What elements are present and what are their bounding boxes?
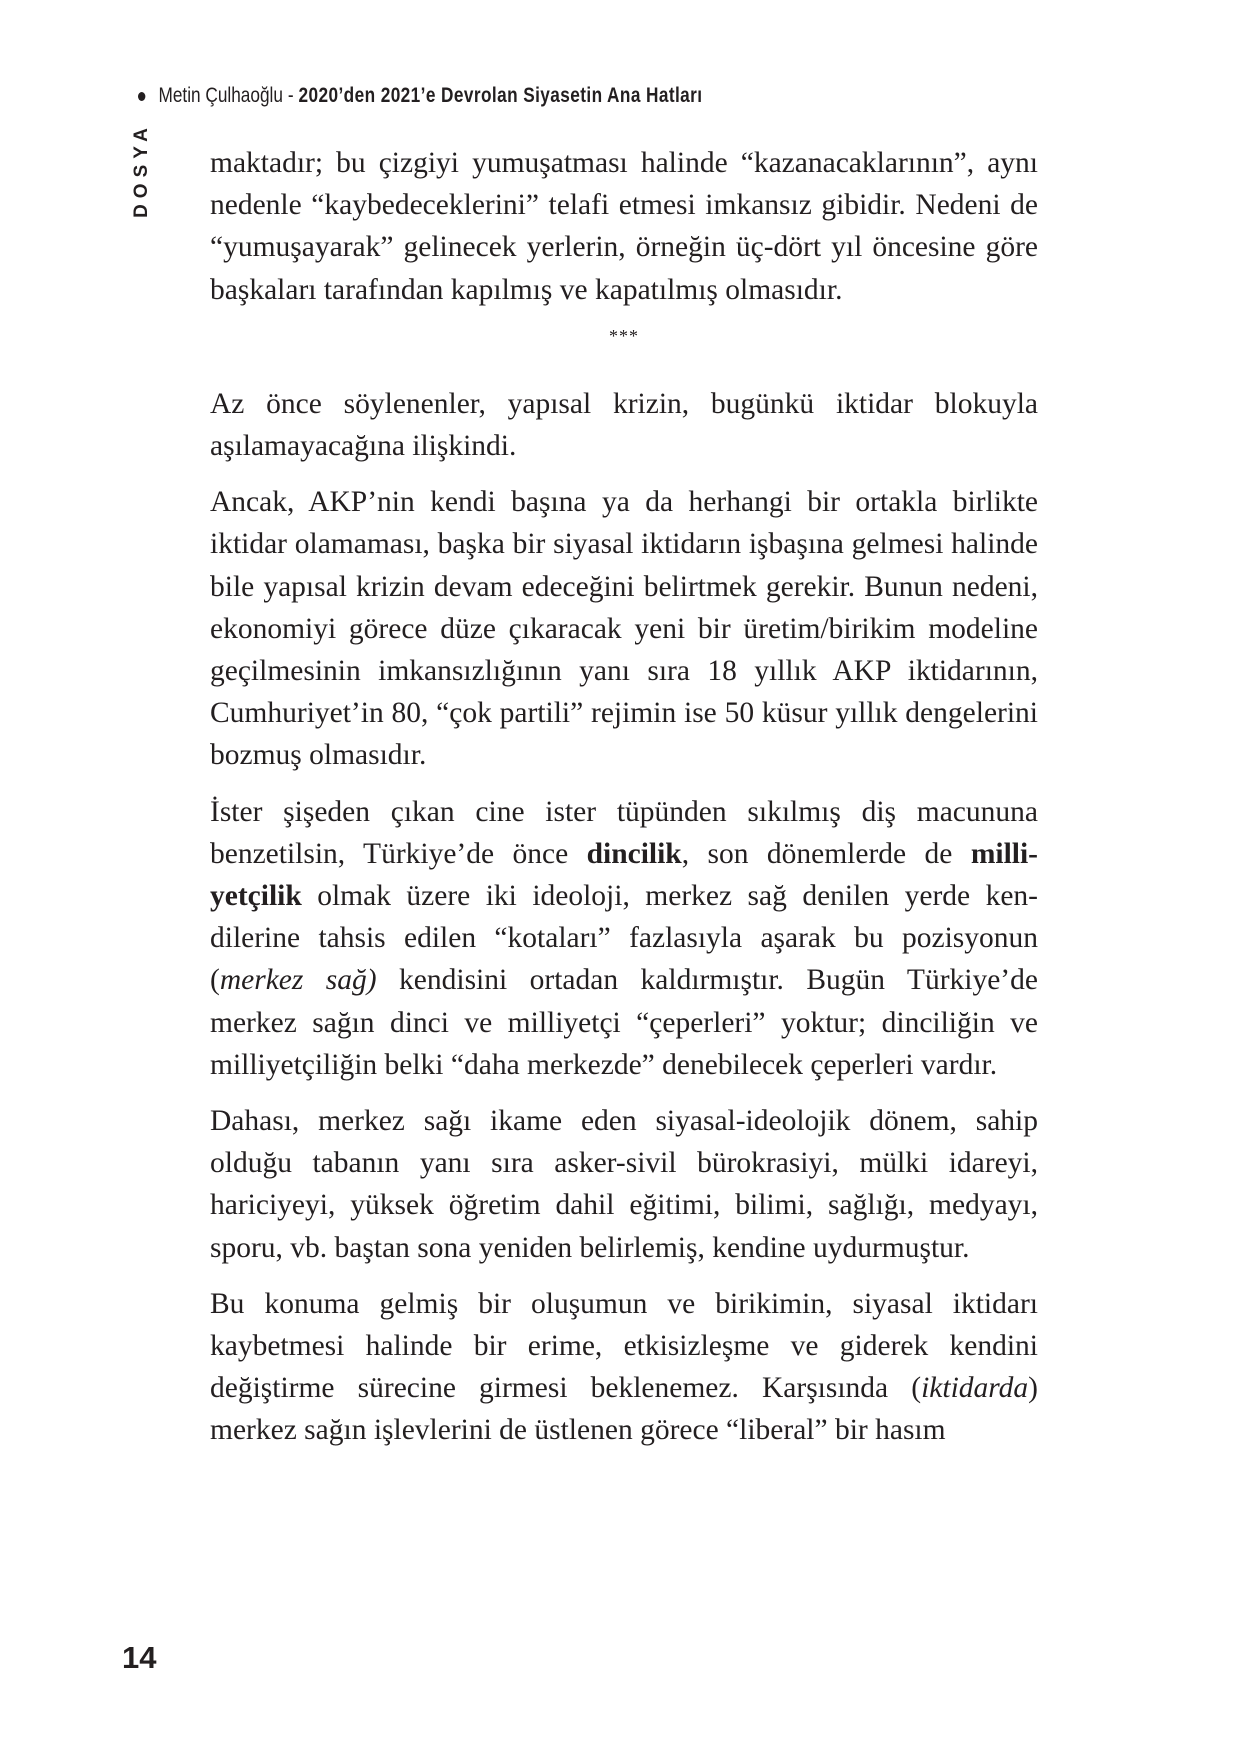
text-run: Bu konuma gelmiş bir oluşumun ve birikimin, siyasal iktidarı kaybetmesi halinde bir erime, etkisizleşme ve giderek kendini değiştirme sürecine girmesi beklenemez. Karşısında ( bbox=[210, 1287, 1038, 1405]
text-run: , son dönemlerde de bbox=[681, 837, 971, 870]
paragraph bbox=[210, 383, 1038, 467]
text-run: olmak üzere iki ideoloji, merkez sağ denilen yerde kendilerine tahsis edilen “kotaları” fazlasıyla aşarak bu pozisyonun ( bbox=[210, 880, 1038, 997]
running-header bbox=[138, 84, 702, 108]
author-name: Metin Çulhaoğlu bbox=[158, 84, 283, 107]
paragraph bbox=[210, 1283, 1038, 1452]
paragraph bbox=[210, 791, 1038, 1086]
article-body bbox=[210, 142, 1038, 1466]
paragraph bbox=[210, 1100, 1038, 1269]
text-run: İster şişeden çıkan cine ister tüpünden sıkılmış diş macununa benzetilsin, Türkiye’de önce bbox=[210, 795, 1038, 870]
text-run: maktadır; bu çizgiyi yumuşatması halinde “kazanacaklarının”, aynı nedenle “kaybedeceklerini” telafi etmesi imkansız gibidir. Nedeni de “yumuşayarak” gelinecek yerlerin, örneğin üç-dört yıl öncesine göre başkaları tarafından kapılmış ve kapatılmış olmasıdır. bbox=[210, 147, 1038, 306]
emphasis-italic: merkez sağ) bbox=[219, 964, 377, 997]
emphasis-bold: milliyetçilik bbox=[210, 837, 1038, 913]
text-run: ) merkez sağın işlevlerini de üstlenen görece “liberal” bir hasım bbox=[210, 1372, 1038, 1447]
page-number: 14 bbox=[122, 1640, 157, 1675]
bullet-icon bbox=[138, 92, 145, 101]
emphasis-bold: dincilik bbox=[586, 837, 682, 870]
section-divider: *** bbox=[609, 325, 639, 346]
paragraph bbox=[210, 481, 1038, 776]
section-label-text: DOSYA bbox=[131, 122, 153, 218]
emphasis-italic: iktidarda bbox=[921, 1372, 1029, 1405]
header-separator: - bbox=[287, 84, 294, 107]
section-label bbox=[128, 124, 156, 216]
text-run: Dahası, merkez sağı ikame eden siyasal-ideolojik dönem, sahip olduğu tabanın yanı sıra asker-sivil bürokrasiyi, mülki idareyi, hariciyeyi, yüksek öğretim dahil eğitimi, bilimi, sağlığı, medyayı, sporu, vb. baştan sona yeniden belirlemiş, kendine uydurmuştur. bbox=[210, 1105, 1038, 1264]
text-run: Ancak, AKP’nin kendi başına ya da herhangi bir ortakla birlikte iktidar olamaması, başka bir siyasal iktidarın işbaşına gelmesi halinde bile yapısal krizin devam edeceğini belirtmek gerekir. Bunun nedeni, ekonomiyi görece düze çıkaracak yeni bir üretim/birikim modeline geçilmesinin imkansızlığının yanı sıra 18 yıllık AKP iktidarının, Cumhuriyet’in 80, “çok partili” rejimin ise 50 küsur yıllık dengelerini bozmuş olmasıdır. bbox=[210, 486, 1038, 772]
text-run: Az önce söylenenler, yapısal krizin, bugünkü iktidar blokuyla aşılamayacağına ilişkindi. bbox=[210, 387, 1038, 463]
paragraph bbox=[210, 142, 1038, 311]
article-title: 2020’den 2021’e Devrolan Siyasetin Ana Hatları bbox=[298, 84, 703, 107]
text-run: kendisini ortadan kaldırmıştır. Bugün Türkiye’de merkez sağın dinci ve milliyetçi “çeperleri” yoktur; dinciliğin ve milliyetçiliğin belki “daha merkezde” denebilecek çeperleri vardır. bbox=[210, 964, 1038, 1081]
